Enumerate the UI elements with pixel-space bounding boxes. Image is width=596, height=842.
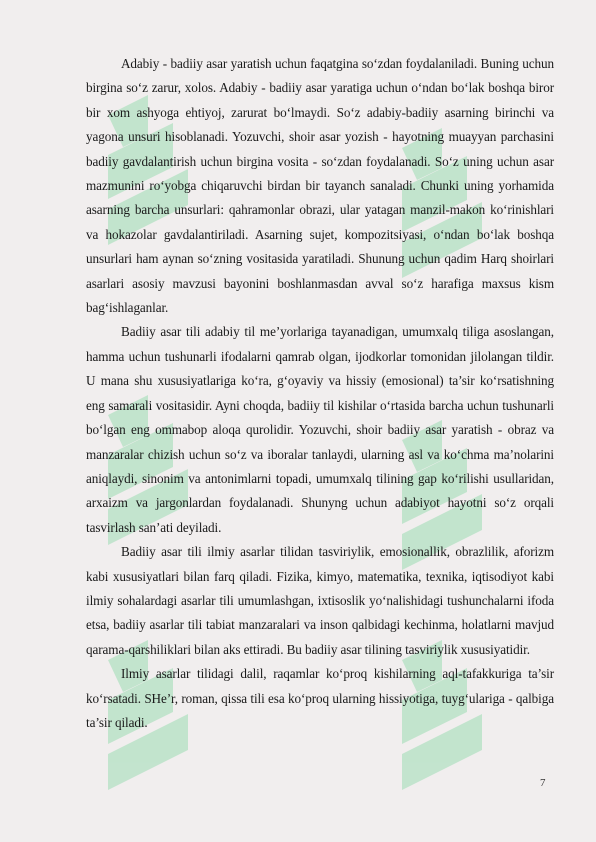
paragraph: Badiiy asar tili ilmiy asarlar tilidan tasviriylik, emosionallik, obrazlilik, aforizm kabi xususiyatlari bilan farq qiladi. Fizika, kimyo, matematika, texnika, iqtisodiyot kabi ilmiy sohalardagi asarlar tili umumlashgan, ixtisoslik yo‘nalishidagi tushunchalarni ifoda etsa, badiiy asarlar tili tabiat manzaralari va inson qalbidagi kechinma, holatlarni mavjud qarama-qarshiliklari bilan aks ettiradi. Bu badiiy asar tilining tasviriylik xususiyatidir. [86,544,554,657]
body-text [86,52,554,735]
paragraph: Ilmiy asarlar tilidagi dalil, raqamlar ko‘proq kishilarning aql-tafakkuriga ta’sir ko‘rsatadi. SHe’r, roman, qissa tili esa ko‘proq ularning hissiyotiga, tuyg‘ulariga - qalbiga ta’sir qiladi. [86,666,554,730]
paragraph: Badiiy asar tili adabiy til me’yorlariga tayanadigan, umumxalq tiliga asoslangan, hamma uchun tushunarli ifodalarni qamrab olgan, ijodkorlar tomonidan jilolangan tildir. U mana shu xususiyatlariga ko‘ra, g‘oyaviy va hissiy (emosional) ta’sir ko‘rsatishning eng samarali vositasidir. Ayni choqda, badiiy til kishilar o‘rtasida barcha uchun tushunarli bo‘lgan eng ommabop aloqa qurolidir. Yozuvchi, shoir badiiy asar yaratish - obraz va manzaralar chizish uchun so‘z va iboralar tanlaydi, ularning asl va ko‘chma ma’nolarini aniqlaydi, sinonim va antonimlarni topadi, umumxalq tilining gap ko‘rilishi usullaridan, arxaizm va jargonlardan foydalanadi. Shunyng uchun adabiyot hayotni so‘z orqali tasvirlash san’ati deyiladi. [86,324,554,535]
paragraph: Adabiy - badiiy asar yaratish uchun faqatgina so‘zdan foydalaniladi. Buning uchun birgina so‘z zarur, xolos. Adabiy - badiiy asar yaratiga uchun o‘ndan bo‘lak boshqa biror bir xom ashyoga ehtiyoj, zarurat bo‘lmaydi. So‘z adabiy-badiiy asarning birinchi va yagona unsuri hisoblanadi. Yozuvchi, shoir asar yozish - hayotning muayyan parchasini badiiy gavdalantirish uchun birgina vosita - so‘zdan foydalanadi. So‘z uning uchun asar mazmunini ro‘yobga chiqaruvchi birdan bir tayanch sanaladi. Chunki uning yorhamida asarning barcha unsurlari: qahramonlar obrazi, ular yatagan manzil-makon ko‘rinishlari va hokazolar gavdalantiriladi. Asarning sujet, kompozitsiyasi, o‘ndan bo‘lak boshqa unsurlari ham aynan so‘zning vositasida yaratiladi. Shunung uchun qadim Harq shoirlari asarlari asosiy mavzusi bayonini boshlanmasdan avval so‘z harafiga maxsus kism bag‘ishlaganlar. [86,56,554,316]
page-number: 7 [540,777,546,789]
